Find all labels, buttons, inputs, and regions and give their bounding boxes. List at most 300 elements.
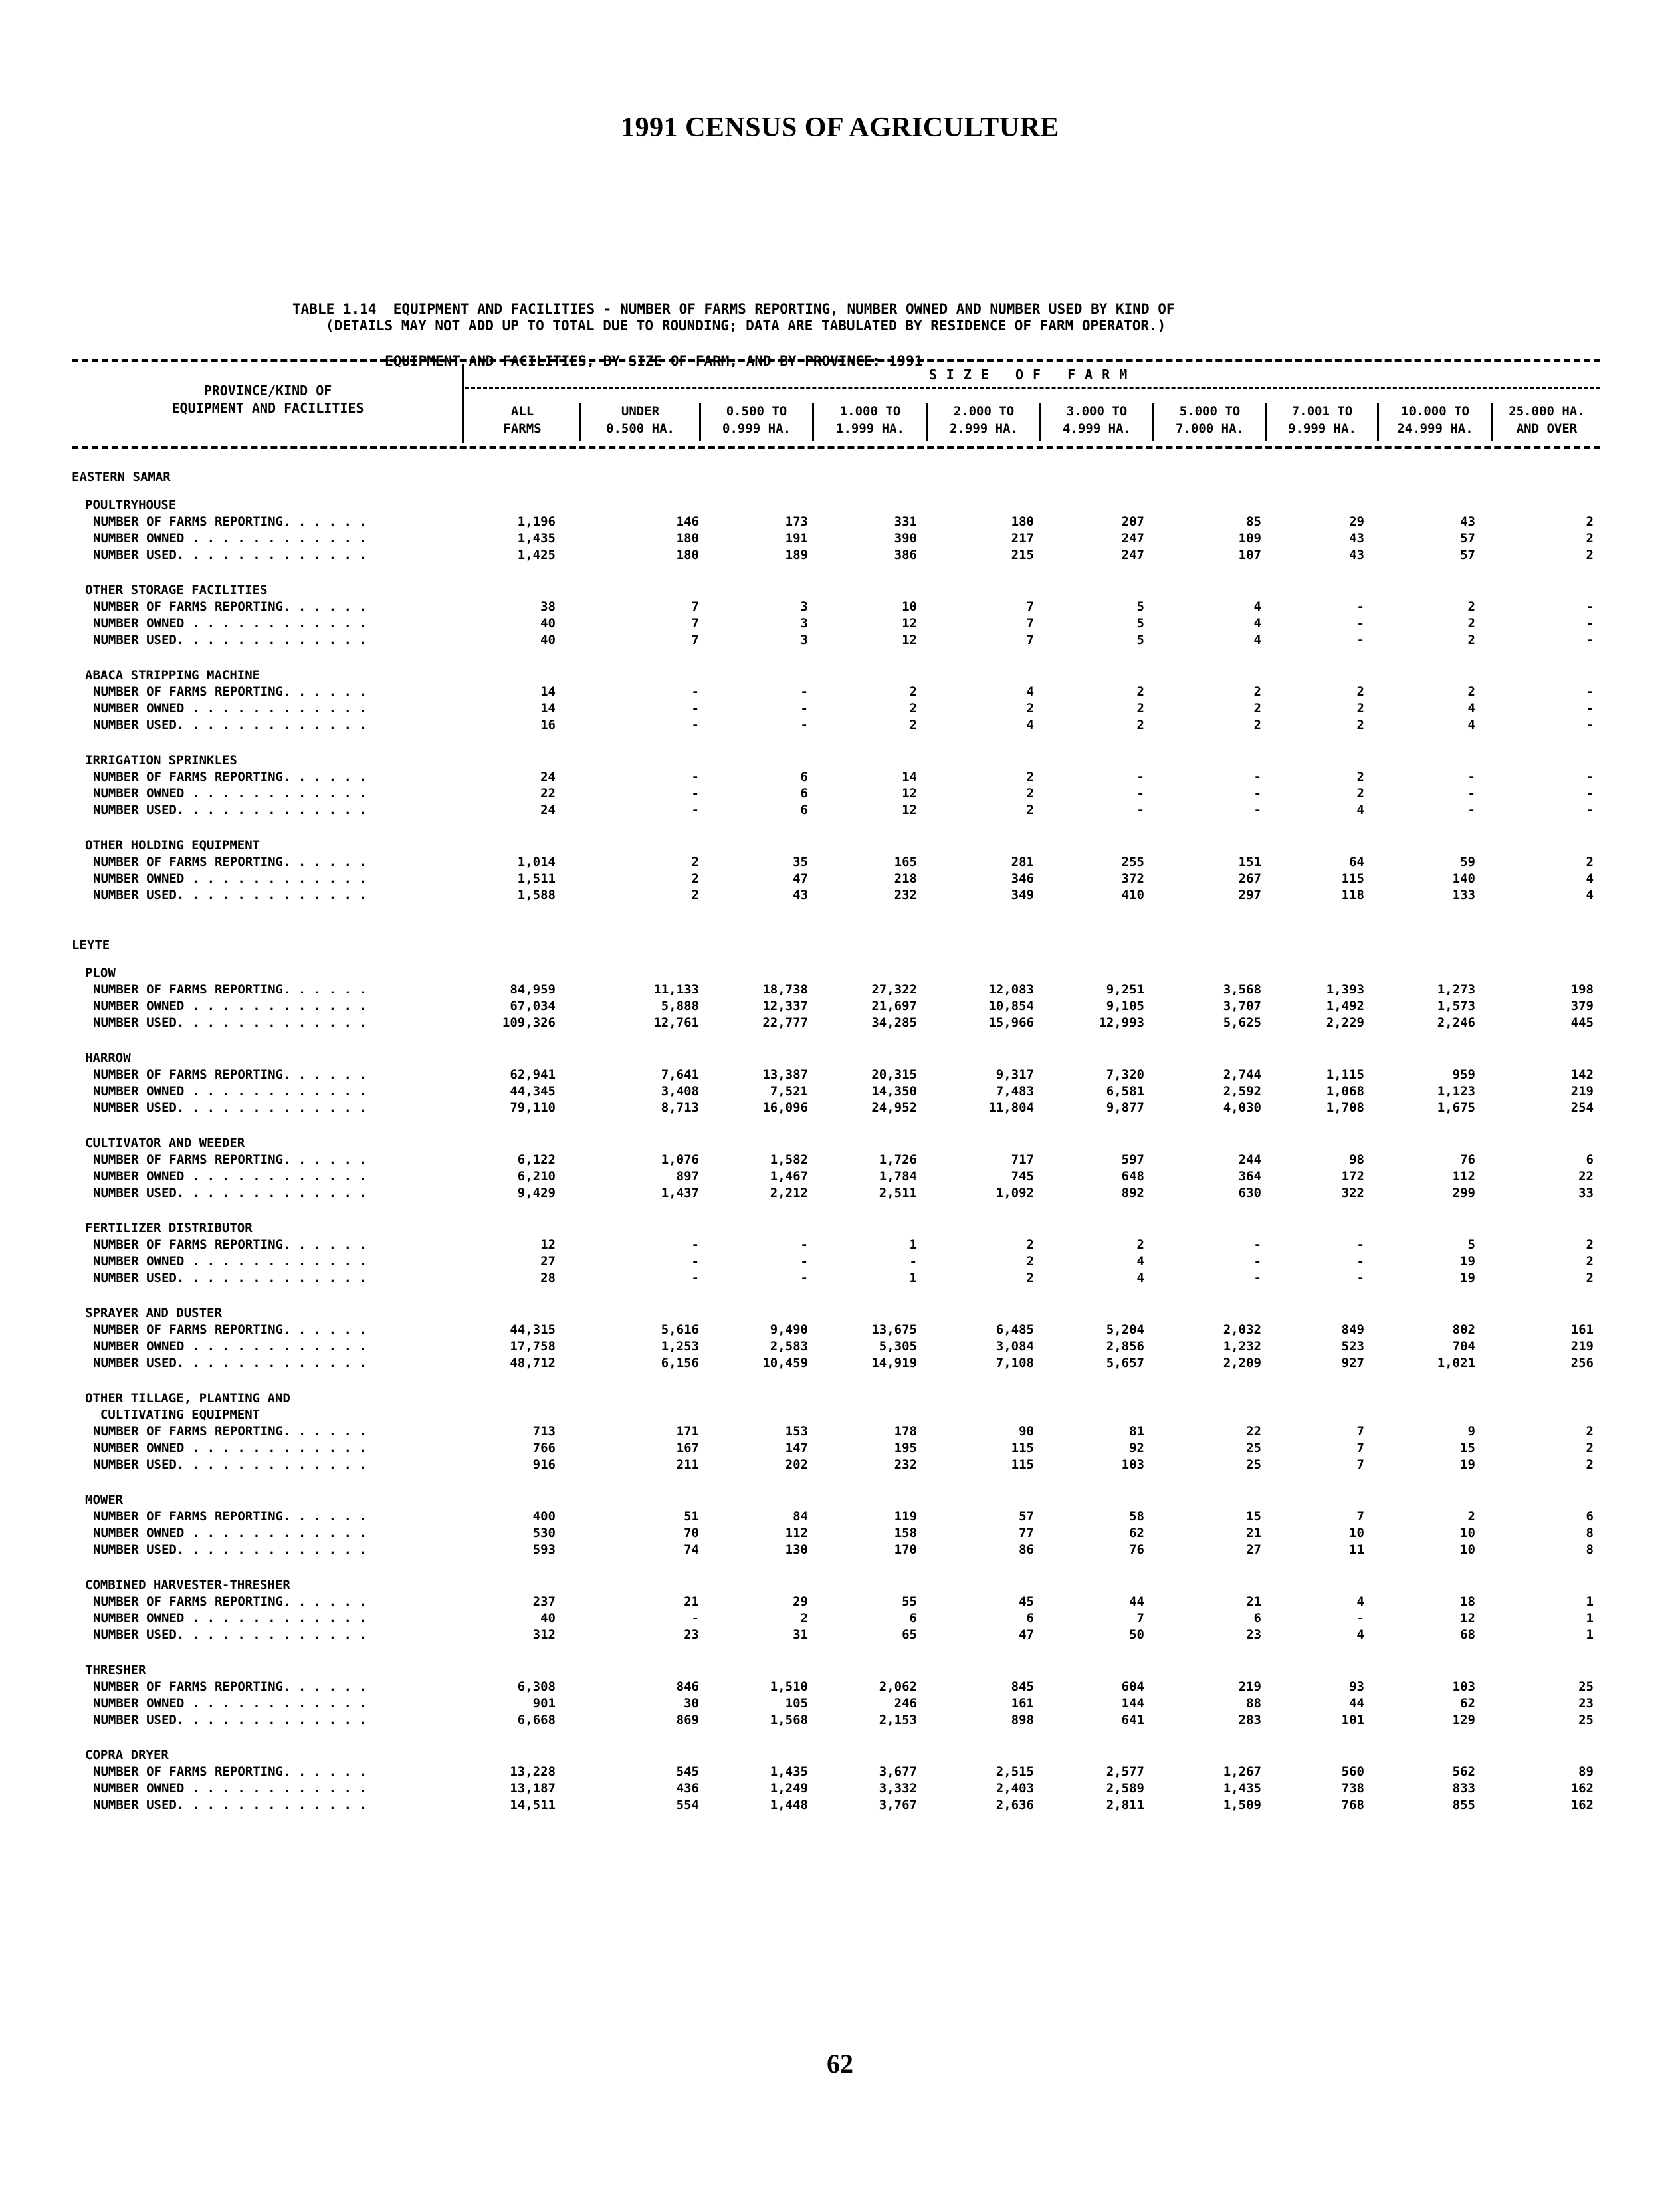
column-header-line-2: 2.999 HA. [950, 421, 1018, 436]
table-cell: 1,196 [517, 514, 556, 529]
table-cell: - [909, 1254, 917, 1269]
table-cell: 6 [800, 803, 808, 817]
table-row-reporting [72, 599, 1600, 615]
equipment-item-title: OTHER HOLDING EQUIPMENT [85, 838, 261, 853]
equipment-item-title: PLOW [85, 966, 116, 980]
table-cell: 1,467 [770, 1169, 808, 1184]
table-cell: 34,285 [871, 1015, 917, 1030]
table-cell: 4,030 [1223, 1100, 1261, 1115]
table-row-used [72, 632, 1600, 649]
table-row-owned [72, 998, 1600, 1015]
table-cell: - [691, 1271, 699, 1285]
table-row-used [72, 1185, 1600, 1201]
column-header-line-1: 2.000 TO [953, 404, 1015, 419]
table-cell: 5,305 [879, 1339, 917, 1354]
table-cell: 12 [902, 803, 917, 817]
table-cell: 6,668 [517, 1713, 556, 1727]
table-row-used [72, 1627, 1600, 1643]
equipment-item-title: OTHER STORAGE FACILITIES [85, 583, 268, 597]
table-cell: 147 [785, 1441, 808, 1455]
column-header-line-1: 7.001 TO [1291, 404, 1353, 419]
equipment-item-title: HARROW [85, 1051, 131, 1065]
page-title: 1991 CENSUS OF AGRICULTURE [621, 112, 1059, 143]
table-cell: 9 [1467, 1424, 1475, 1439]
table-cell: - [1136, 803, 1144, 817]
table-cell: 9,105 [1106, 999, 1144, 1013]
table-cell: 768 [1341, 1798, 1364, 1812]
table-cell: 21 [1246, 1594, 1261, 1609]
table-cell: 153 [785, 1424, 808, 1439]
table-cell: 2 [1356, 718, 1364, 732]
table-cell: 898 [1011, 1713, 1034, 1727]
table-cell: 247 [1121, 531, 1144, 546]
equipment-item [72, 667, 1600, 734]
row-label: NUMBER OWNED . . . . . . . . . . . . [93, 1526, 367, 1540]
row-label: NUMBER OWNED . . . . . . . . . . . . [93, 1611, 367, 1625]
table-cell: - [800, 701, 808, 716]
table-cell: 237 [532, 1594, 556, 1609]
row-label: NUMBER OF FARMS REPORTING. . . . . . [93, 1067, 367, 1082]
table-cell: 1,435 [1223, 1781, 1261, 1796]
table-cell: 15,966 [988, 1015, 1034, 1030]
row-label: NUMBER OF FARMS REPORTING. . . . . . [93, 1679, 367, 1694]
table-row-used [72, 547, 1600, 564]
table-cell: 2 [1467, 684, 1475, 699]
table-cell: 597 [1121, 1152, 1144, 1167]
table-cell: 17,758 [510, 1339, 556, 1354]
table-cell: 2 [1586, 1254, 1594, 1269]
equipment-item [72, 1747, 1600, 1814]
table-cell: 1,115 [1326, 1067, 1364, 1082]
table-cell: 10 [1349, 1526, 1364, 1540]
table-cell: 3 [800, 599, 808, 614]
table-cell: 7,483 [996, 1084, 1034, 1098]
table-cell: 93 [1349, 1679, 1364, 1694]
table-row-reporting [72, 514, 1600, 530]
table-cell: 2 [1356, 701, 1364, 716]
table-cell: 44 [1129, 1594, 1144, 1609]
size-header-rule [465, 387, 1600, 389]
table-cell: 1,573 [1437, 999, 1475, 1013]
table-cell: 5 [1136, 633, 1144, 647]
table-row-owned [72, 785, 1600, 802]
table-cell: 2,592 [1223, 1084, 1261, 1098]
table-cell: 14 [902, 770, 917, 784]
table-cell: 161 [1570, 1322, 1594, 1337]
table-cell: 40 [540, 616, 556, 631]
table-cell: 13,187 [510, 1781, 556, 1796]
stub-header [72, 382, 464, 417]
row-label: NUMBER USED. . . . . . . . . . . . . [93, 633, 367, 647]
table-cell: 386 [894, 548, 917, 562]
equipment-item [72, 1390, 1600, 1473]
table-cell: 349 [1011, 888, 1034, 902]
table-row-used [72, 1542, 1600, 1558]
table-cell: 7 [1026, 599, 1034, 614]
column-header-line-2: 7.000 HA. [1176, 421, 1244, 436]
equipment-item [72, 965, 1600, 1031]
table-row-owned [72, 700, 1600, 717]
table-cell: 1 [1586, 1627, 1594, 1642]
province-name: EASTERN SAMAR [72, 470, 171, 484]
table-cell: 11 [1349, 1542, 1364, 1557]
table-cell: 172 [1341, 1169, 1364, 1184]
column-header-line-2: AND OVER [1516, 421, 1578, 436]
equipment-item-title: CULTIVATOR AND WEEDER [85, 1136, 245, 1150]
table-row-used [72, 1797, 1600, 1814]
table-cell: 12,993 [1099, 1015, 1144, 1030]
row-label: NUMBER OWNED . . . . . . . . . . . . [93, 1781, 367, 1796]
table-cell: - [691, 701, 699, 716]
table-cell: 1,393 [1326, 982, 1364, 997]
table-cell: 105 [785, 1696, 808, 1711]
table-cell: - [691, 1254, 699, 1269]
table-row-reporting [72, 1152, 1600, 1168]
table-row-reporting [72, 1679, 1600, 1695]
table-cell: 2 [909, 684, 917, 699]
equipment-item [72, 1662, 1600, 1728]
table-cell: 312 [532, 1627, 556, 1642]
table-cell: 445 [1570, 1015, 1594, 1030]
table-cell: - [1253, 770, 1261, 784]
table-row-used [72, 1015, 1600, 1031]
table-cell: - [1586, 599, 1594, 614]
column-header-line-1: 25.000 HA. [1509, 404, 1585, 419]
table-cell: 4 [1356, 1627, 1364, 1642]
table-cell: 8 [1586, 1542, 1594, 1557]
table-cell: 142 [1570, 1067, 1594, 1082]
table-cell: 5,616 [661, 1322, 699, 1337]
table-cell: 255 [1121, 855, 1144, 869]
column-header-line-2: 24.999 HA. [1397, 421, 1473, 436]
row-label: NUMBER USED. . . . . . . . . . . . . [93, 1100, 367, 1115]
row-label: NUMBER USED. . . . . . . . . . . . . [93, 1271, 367, 1285]
table-cell: - [1586, 701, 1594, 716]
table-cell: 12 [1460, 1611, 1475, 1625]
table-cell: 9,251 [1106, 982, 1144, 997]
table-cell: 2 [1026, 786, 1034, 801]
table-cell: 7 [1356, 1457, 1364, 1472]
table-row-reporting [72, 1764, 1600, 1780]
table-cell: 1,726 [879, 1152, 917, 1167]
table-cell: 3 [800, 616, 808, 631]
table-cell: 90 [1019, 1424, 1034, 1439]
table-cell: 7 [691, 599, 699, 614]
table-cell: 68 [1460, 1627, 1475, 1642]
column-header-line-2: 9.999 HA. [1288, 421, 1356, 436]
row-label: NUMBER OF FARMS REPORTING. . . . . . [93, 599, 367, 614]
column-header [812, 403, 926, 441]
table-cell: 22 [1246, 1424, 1261, 1439]
table-cell: 1,273 [1437, 982, 1475, 997]
table-cell: 29 [1349, 514, 1364, 529]
table-cell: 4 [1586, 888, 1594, 902]
row-label: NUMBER OWNED . . . . . . . . . . . . [93, 871, 367, 886]
table-cell: 6,485 [996, 1322, 1034, 1337]
row-label: NUMBER OWNED . . . . . . . . . . . . [93, 786, 367, 801]
table-cell: 62,941 [510, 1067, 556, 1082]
equipment-item [72, 1577, 1600, 1643]
row-label: NUMBER OF FARMS REPORTING. . . . . . [93, 770, 367, 784]
table-cell: 57 [1460, 548, 1475, 562]
row-label: NUMBER OWNED . . . . . . . . . . . . [93, 1254, 367, 1269]
table-cell: 180 [676, 531, 699, 546]
table-cell: 4 [1356, 1594, 1364, 1609]
table-cell: 630 [1238, 1186, 1261, 1200]
column-header-line-1: 0.500 TO [726, 404, 788, 419]
table-cell: 12,761 [653, 1015, 699, 1030]
table-cell: 247 [1121, 548, 1144, 562]
table-cell: 6 [909, 1611, 917, 1625]
equipment-item [72, 837, 1600, 904]
table-cell: 180 [676, 548, 699, 562]
row-label: NUMBER USED. . . . . . . . . . . . . [93, 803, 367, 817]
table-cell: 11,133 [653, 982, 699, 997]
table-cell: 766 [532, 1441, 556, 1455]
table-cell: 2 [1586, 514, 1594, 529]
table-cell: 16 [540, 718, 556, 732]
table-cell: - [691, 718, 699, 732]
table-cell: - [800, 1237, 808, 1252]
table-cell: - [1356, 633, 1364, 647]
table-cell: 1,014 [517, 855, 556, 869]
table-cell: 2,212 [770, 1186, 808, 1200]
table-cell: 1,435 [517, 531, 556, 546]
table-cell: 7,641 [661, 1067, 699, 1082]
table-cell: 22 [540, 786, 556, 801]
table-row-used [72, 1712, 1600, 1728]
table-body [72, 459, 1600, 1814]
row-label: NUMBER USED. . . . . . . . . . . . . [93, 1186, 367, 1200]
table-cell: - [1586, 616, 1594, 631]
table-cell: 232 [894, 888, 917, 902]
equipment-item-title: COPRA DRYER [85, 1748, 169, 1762]
table-cell: 6 [800, 770, 808, 784]
table-cell: 43 [793, 888, 808, 902]
table-cell: 1,123 [1437, 1084, 1475, 1098]
table-cell: 2 [1586, 531, 1594, 546]
table-cell: 1 [909, 1237, 917, 1252]
table-cell: 1,509 [1223, 1798, 1261, 1812]
table-cell: 2 [1253, 701, 1261, 716]
table-cell: 21,697 [871, 999, 917, 1013]
table-cell: 3 [800, 633, 808, 647]
table-cell: - [691, 1237, 699, 1252]
column-header-line-2: 0.999 HA. [722, 421, 791, 436]
table-cell: - [1586, 718, 1594, 732]
table-cell: 297 [1238, 888, 1261, 902]
province-name: LEYTE [72, 938, 110, 952]
table-cell: - [691, 1611, 699, 1625]
table-cell: - [800, 684, 808, 699]
table-cell: 25 [1578, 1713, 1594, 1727]
table-cell: 13,387 [762, 1067, 808, 1082]
table-cell: 189 [785, 548, 808, 562]
table-cell: 129 [1452, 1713, 1475, 1727]
table-cell: 4 [1253, 599, 1261, 614]
column-header [926, 403, 1039, 441]
table-cell: 4 [1586, 871, 1594, 886]
table-cell: 4 [1467, 701, 1475, 716]
table-cell: 2 [1586, 548, 1594, 562]
table-cell: 6,308 [517, 1679, 556, 1694]
table-cell: 916 [532, 1457, 556, 1472]
table-cell: 897 [676, 1169, 699, 1184]
table-cell: 51 [684, 1509, 699, 1524]
table-cell: - [1467, 786, 1475, 801]
table-cell: 7,108 [996, 1356, 1034, 1370]
table-row-used [72, 1457, 1600, 1473]
table-cell: 25 [1578, 1679, 1594, 1694]
table-row-owned [72, 1525, 1600, 1542]
table-cell: 20,315 [871, 1067, 917, 1082]
table-cell: 2 [1026, 1271, 1034, 1285]
row-label: NUMBER OWNED . . . . . . . . . . . . [93, 616, 367, 631]
table-row-owned [72, 1338, 1600, 1355]
row-label: NUMBER OF FARMS REPORTING. . . . . . [93, 514, 367, 529]
table-cell: - [1253, 786, 1261, 801]
equipment-item-title: POULTRYHOUSE [85, 498, 177, 512]
table-cell: 162 [1570, 1781, 1594, 1796]
table-cell: 2 [1467, 1509, 1475, 1524]
table-cell: 18 [1460, 1594, 1475, 1609]
table-cell: 6 [1586, 1509, 1594, 1524]
table-cell: 22 [1578, 1169, 1594, 1184]
table-cell: 4 [1026, 684, 1034, 699]
row-label: NUMBER OF FARMS REPORTING. . . . . . [93, 1152, 367, 1167]
table-cell: 2,153 [879, 1713, 917, 1727]
table-cell: 8,713 [661, 1100, 699, 1115]
row-label: NUMBER OF FARMS REPORTING. . . . . . [93, 1764, 367, 1779]
table-cell: 81 [1129, 1424, 1144, 1439]
table-cell: 2,229 [1326, 1015, 1364, 1030]
table-row-reporting [72, 1067, 1600, 1083]
table-row-owned [72, 1440, 1600, 1457]
table-cell: 207 [1121, 514, 1144, 529]
table-cell: - [1356, 1254, 1364, 1269]
table-cell: 27 [1246, 1542, 1261, 1557]
table-cell: 1,068 [1326, 1084, 1364, 1098]
table-cell: 18,738 [762, 982, 808, 997]
table-cell: 19 [1460, 1457, 1475, 1472]
table-cell: 3,568 [1223, 982, 1261, 997]
table-row-owned [72, 1780, 1600, 1797]
table-cell: 648 [1121, 1169, 1144, 1184]
table-cell: 151 [1238, 855, 1261, 869]
equipment-item-title: COMBINED HARVESTER-THRESHER [85, 1578, 290, 1592]
table-cell: 31 [793, 1627, 808, 1642]
table-cell: 2 [691, 888, 699, 902]
row-label: NUMBER USED. . . . . . . . . . . . . [93, 1457, 367, 1472]
table-cell: 218 [894, 871, 917, 886]
table-cell: 1,448 [770, 1798, 808, 1812]
table-cell: 232 [894, 1457, 917, 1472]
table-cell: 50 [1129, 1627, 1144, 1642]
table-row-used [72, 1100, 1600, 1116]
table-cell: 43 [1460, 514, 1475, 529]
table-cell: 562 [1452, 1764, 1475, 1779]
equipment-item-title: CULTIVATING EQUIPMENT [85, 1408, 261, 1422]
table-cell: 1,435 [770, 1764, 808, 1779]
table-cell: 219 [1570, 1339, 1594, 1354]
table-cell: 84 [793, 1509, 808, 1524]
table-cell: 1,267 [1223, 1764, 1261, 1779]
table-cell: 11,804 [988, 1100, 1034, 1115]
table-cell: 927 [1341, 1356, 1364, 1370]
table-cell: 27 [540, 1254, 556, 1269]
table-cell: 33 [1578, 1186, 1594, 1200]
table-cell: 10,459 [762, 1356, 808, 1370]
table-cell: 530 [532, 1526, 556, 1540]
table-cell: - [1136, 786, 1144, 801]
table-cell: 85 [1246, 514, 1261, 529]
column-header-line-1: 5.000 TO [1179, 404, 1241, 419]
row-label: NUMBER USED. . . . . . . . . . . . . [93, 1798, 367, 1812]
equipment-item-title: FERTILIZER DISTRIBUTOR [85, 1221, 253, 1235]
table-cell: 6 [1253, 1611, 1261, 1625]
table-cell: 43 [1349, 531, 1364, 546]
table-cell: 24,952 [871, 1100, 917, 1115]
table-cell: 5,657 [1106, 1356, 1144, 1370]
table-cell: 1,092 [996, 1186, 1034, 1200]
table-row-used [72, 1270, 1600, 1287]
table-cell: 133 [1452, 888, 1475, 902]
table-cell: 47 [1019, 1627, 1034, 1642]
table-cell: 171 [676, 1424, 699, 1439]
row-label: NUMBER OF FARMS REPORTING. . . . . . [93, 1237, 367, 1252]
equipment-item [72, 1135, 1600, 1201]
table-cell: 2,209 [1223, 1356, 1261, 1370]
table-cell: 112 [785, 1526, 808, 1540]
row-label: NUMBER OWNED . . . . . . . . . . . . [93, 1339, 367, 1354]
table-cell: 436 [676, 1781, 699, 1796]
table-cell: 15 [1460, 1441, 1475, 1455]
table-cell: 6,581 [1106, 1084, 1144, 1098]
table-cell: 30 [684, 1696, 699, 1711]
table-cell: 717 [1011, 1152, 1034, 1167]
table-cell: 14 [540, 701, 556, 716]
table-cell: 84,959 [510, 982, 556, 997]
equipment-item-title: ABACA STRIPPING MACHINE [85, 668, 261, 682]
table-cell: 593 [532, 1542, 556, 1557]
table-cell: 1,232 [1223, 1339, 1261, 1354]
table-cell: 23 [1246, 1627, 1261, 1642]
table-row-reporting [72, 684, 1600, 700]
table-cell: 170 [894, 1542, 917, 1557]
table-cell: 130 [785, 1542, 808, 1557]
table-cell: 178 [894, 1424, 917, 1439]
table-cell: 2,744 [1223, 1067, 1261, 1082]
table-row-used [72, 802, 1600, 819]
table-cell: 44,345 [510, 1084, 556, 1098]
size-of-farm-header: SIZE OF FARM [928, 367, 1137, 383]
equipment-item [72, 1220, 1600, 1287]
table-cell: 959 [1452, 1067, 1475, 1082]
table-cell: 19 [1460, 1271, 1475, 1285]
table-cell: 57 [1460, 531, 1475, 546]
table-cell: 76 [1460, 1152, 1475, 1167]
table-cell: - [1253, 1254, 1261, 1269]
table-cell: 103 [1121, 1457, 1144, 1472]
table-cell: 109,326 [502, 1015, 556, 1030]
table-cell: 14,919 [871, 1356, 917, 1370]
table-cell: 10,854 [988, 999, 1034, 1013]
row-label: NUMBER OF FARMS REPORTING. . . . . . [93, 855, 367, 869]
table-cell: 7,320 [1106, 1067, 1144, 1082]
table-cell: 364 [1238, 1169, 1261, 1184]
table-cell: 173 [785, 514, 808, 529]
column-header [699, 403, 812, 441]
